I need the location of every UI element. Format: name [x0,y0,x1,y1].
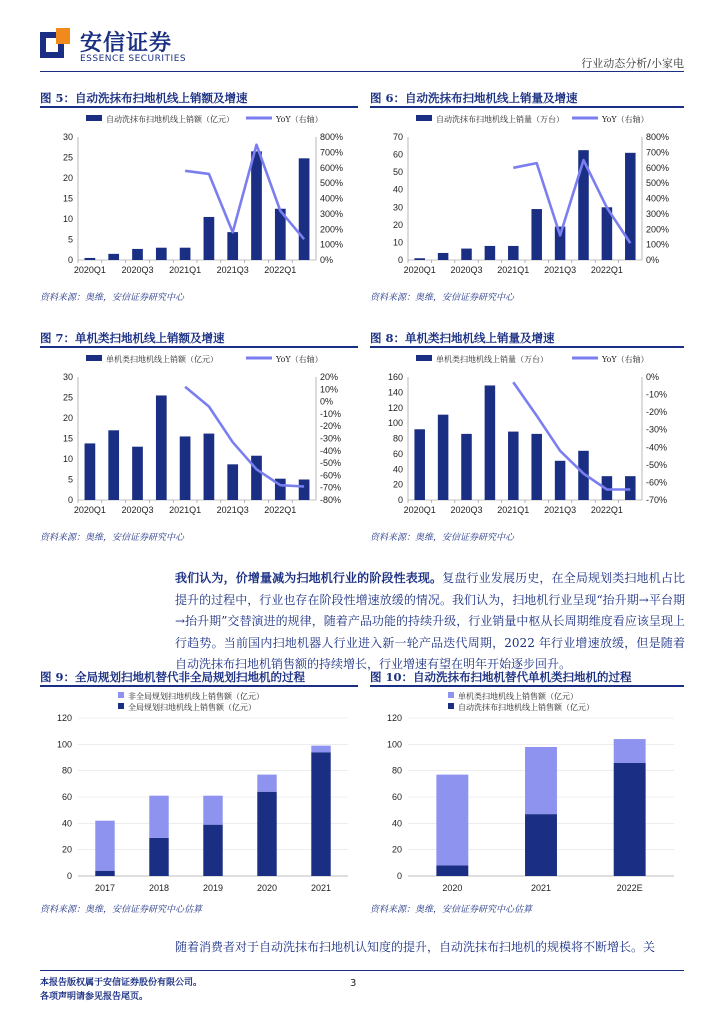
fig8-source: 资料来源：奥维，安信证券研究中心 [370,533,515,543]
y-tick-label: 20 [391,844,402,855]
bar [625,476,636,500]
bar-light [525,747,557,814]
brand-name-cn: 安信证券 [80,31,173,56]
bar-dark [149,838,168,876]
bar [625,153,636,260]
y2-tick-label: -50% [646,459,668,470]
x-tick-label: 2020 [442,883,463,893]
y-tick-label: 40 [61,818,72,829]
bar-light [149,796,168,838]
y2-tick-label: -80% [320,495,342,505]
y2-tick-label: 400% [646,193,670,204]
legend-dark-swatch [448,703,454,709]
legend-dark-label: 自动洗抹布扫地机线上销售额（亿元） [458,703,594,712]
y-tick-label: 30 [392,202,403,213]
y2-tick-label: 0% [320,396,334,407]
x-tick-label: 2020Q1 [403,505,436,515]
bar [180,248,191,260]
y2-tick-label: 0% [320,255,334,265]
bar-dark [203,825,222,876]
bar [485,385,496,500]
fig5-title: 图 5：自动洗抹布扫地机线上销额及增速 [40,91,248,105]
y-tick-label: 10 [392,237,403,248]
y-tick-label: 60 [392,448,403,459]
y2-tick-label: 200% [646,224,670,235]
y2-tick-label: 100% [320,239,344,250]
y-tick-label: 10 [62,454,73,464]
y2-tick-label: -10% [320,408,342,419]
y-tick-label: 80 [391,765,402,776]
y2-tick-label: 400% [320,193,344,204]
legend-light-label: 非全局规划扫地机线上销售额（亿元） [128,692,264,701]
y-tick-label: 140 [387,387,403,398]
y2-tick-label: 0% [646,372,660,382]
x-tick-label: 2021Q1 [169,505,202,515]
y-tick-label: 20 [62,173,73,183]
y-tick-label: 60 [391,792,402,802]
bar-dark [614,763,646,876]
yoy-line [185,145,304,240]
bar [204,217,215,260]
legend-line-label: YoY（右轴） [276,355,323,364]
bar [508,246,519,260]
y2-tick-label: -40% [646,442,668,453]
fig8-title: 图 8：单机类扫地机线上销量及增速 [370,331,555,345]
footer-copyright: 本报告版权属于安信证券股份有限公司。 [40,978,203,988]
y2-tick-label: 20% [320,372,339,382]
fig7-chart [40,350,358,525]
bar-light [436,775,468,866]
x-tick-label: 2021Q1 [169,265,202,275]
x-tick-label: 2017 [94,883,116,893]
x-tick-label: 2021Q3 [544,265,577,275]
y2-tick-label: 500% [646,178,670,189]
x-tick-label: 2021Q1 [497,265,530,275]
paragraph-lead: 我们认为，价增量减为扫地机行业的阶段性表现。 [175,571,443,585]
legend-bar-label: 自动洗抹布扫地机线上销量（万台） [436,115,564,124]
x-tick-label: 2019 [202,883,224,893]
y-tick-label: 60 [61,792,72,802]
x-tick-label: 2020Q1 [73,265,106,275]
bar [461,249,472,260]
x-tick-label: 2021 [310,883,332,893]
y2-tick-label: -20% [320,421,342,432]
x-tick-label: 2021 [530,883,552,893]
x-tick-label: 2020Q1 [73,505,106,515]
bar [85,258,96,260]
fig9-source: 资料来源：奥维，安信证券研究中心估算 [40,905,203,915]
y-tick-label: 15 [62,433,73,444]
y-tick-label: 0 [396,871,402,881]
brand-name-en: ESSENCE SECURITIES [80,54,187,64]
x-tick-label: 2021Q3 [216,505,249,515]
y-tick-label: 25 [62,152,73,163]
fig10-title-rule [370,685,684,687]
bar-light [257,775,276,792]
bar [108,430,119,500]
bar [156,248,167,260]
y2-tick-label: -40% [320,445,342,456]
y2-tick-label: 600% [320,162,344,173]
bar-dark [525,814,557,876]
bar-dark [311,752,330,876]
fig8-title-rule [370,346,684,348]
fig10-source: 资料来源：奥维，安信证券研究中心估算 [370,905,533,915]
bar [251,456,262,500]
bar [227,232,238,260]
bar [132,249,143,260]
bar [251,151,262,260]
y2-tick-label: -20% [646,407,668,418]
yoy-line [185,387,304,487]
legend-light-swatch [118,692,124,698]
bar-dark [257,792,276,876]
x-tick-label: 2020Q3 [121,265,154,275]
bar [204,434,215,500]
y-tick-label: 160 [387,372,403,382]
report-type: 行业动态分析/小家电 [581,57,684,70]
legend-bar-swatch [416,115,432,121]
fig7-title-rule [40,346,358,348]
legend-line-label: YoY（右轴） [602,115,649,124]
y2-tick-label: 800% [320,132,344,142]
bar-light [311,746,330,753]
y-tick-label: 25 [62,392,73,403]
page-number: 3 [350,978,357,989]
y-tick-label: 100 [386,739,402,750]
bar [508,432,519,500]
fig9-title-rule [40,685,358,687]
x-tick-label: 2021Q3 [544,505,577,515]
y2-tick-label: -60% [646,477,668,488]
y-tick-label: 40 [391,818,402,829]
bar [438,253,449,260]
y-tick-label: 10 [62,214,73,224]
y2-tick-label: -50% [320,458,342,469]
legend-bar-label: 自动洗抹布扫地机线上销额（亿元） [106,115,234,124]
y-tick-label: 80 [392,433,403,444]
x-tick-label: 2018 [148,883,170,893]
body-paragraph [175,568,685,676]
y-tick-label: 70 [392,132,403,142]
yoy-line [513,382,630,489]
fig6-chart [370,110,684,285]
y-tick-label: 0 [67,495,73,505]
x-tick-label: 2020Q3 [450,505,483,515]
x-tick-label: 2022Q1 [590,265,623,275]
y2-tick-label: 10% [320,384,339,395]
y2-tick-label: 300% [320,208,344,219]
bar-dark [436,865,468,876]
bar [156,395,167,500]
bar [299,480,310,501]
x-tick-label: 2022Q1 [590,505,623,515]
continuation-text: 随着消费者对于自动洗抹布扫地机认知度的提升，自动洗抹布扫地机的规模将不断增长。关 [175,940,656,954]
bar [227,464,238,500]
y2-tick-label: 100% [646,239,670,250]
bar [180,436,191,500]
y-tick-label: 20 [392,219,403,230]
y-tick-label: 100 [56,739,72,750]
y2-tick-label: 700% [646,147,670,158]
y2-tick-label: 300% [646,208,670,219]
bar [299,158,310,260]
y-tick-label: 20 [62,413,73,423]
y-tick-label: 50 [392,167,403,178]
x-tick-label: 2020Q1 [403,265,436,275]
legend-bar-swatch [86,355,102,361]
fig5-source: 资料来源：奥维，安信证券研究中心 [40,293,185,303]
footer-notice: 各项声明请参见报告尾页。 [40,992,149,1002]
footer-divider [40,970,684,971]
fig8-chart [370,350,684,525]
y2-tick-label: 600% [646,162,670,173]
bar [461,434,472,500]
x-tick-label: 2022Q1 [264,505,297,515]
y-tick-label: 30 [62,372,73,382]
y2-tick-label: -70% [646,495,668,505]
bar-light [95,821,114,871]
y2-tick-label: 800% [646,132,670,142]
y2-tick-label: -60% [320,470,342,481]
bar [108,254,119,260]
fig10-chart [370,688,684,898]
y-tick-label: 15 [62,193,73,204]
fig6-title-rule [370,106,684,108]
y-tick-label: 80 [61,765,72,776]
fig9-title: 图 9：全局规划扫地机替代非全局规划扫地机的过程 [40,670,306,684]
y-tick-label: 5 [67,234,73,245]
paragraph-body: 复盘行业发展历史，在全局规划类扫地机占比提升的过程中，行业也存在阶段性增速放缓的情况。我们认为，扫地机行业呈现“抬升期→平台期→抬升期”交替演进的规律，随着产品功能的持续升级，行业销量中枢从长周期维度看应该呈现上行趋势。当前国内扫地机器人行业进入新一轮产品迭代周期，2022 年行业增速放缓，但是随着自动洗抹布扫地机销售额的持续增长，行业增速有望在明年开始逐步回升。 [175,571,685,671]
y-tick-label: 40 [392,184,403,195]
y-tick-label: 0 [397,255,403,265]
yoy-line [513,160,630,243]
legend-bar-swatch [416,355,432,361]
y-tick-label: 120 [386,713,402,723]
y-tick-label: 0 [397,495,403,505]
legend-bar-label: 单机类扫地机线上销量（万台） [436,355,548,364]
fig7-source: 资料来源：奥维，安信证券研究中心 [40,533,185,543]
header-divider [40,71,684,72]
fig9-chart [40,688,358,898]
bar [414,429,425,500]
y-tick-label: 120 [387,402,403,413]
y2-tick-label: -10% [646,389,668,400]
fig10-title: 图 10：自动洗抹布扫地机替代单机类扫地机的过程 [370,670,632,684]
y2-tick-label: -70% [320,482,342,493]
y-tick-label: 30 [62,132,73,142]
footer-disclaimer [40,976,202,1004]
x-tick-label: 2021Q3 [216,265,249,275]
fig6-source: 资料来源：奥维，安信证券研究中心 [370,293,515,303]
bar-dark [95,871,114,876]
bar [85,443,96,500]
legend-line-label: YoY（右轴） [602,355,649,364]
y-tick-label: 40 [392,464,403,475]
y2-tick-label: 0% [646,255,660,265]
x-tick-label: 2022E [616,883,643,893]
legend-dark-label: 全局规划扫地机线上销售额（亿元） [128,703,256,712]
bar [414,258,425,260]
legend-line-label: YoY（右轴） [276,115,323,124]
y-tick-label: 20 [61,844,72,855]
bar-light [203,796,222,825]
bar-light [614,739,646,763]
fig7-title: 图 7：单机类扫地机线上销额及增速 [40,331,225,345]
fig5-chart [40,110,358,285]
legend-light-label: 单机类扫地机线上销售额（亿元） [458,692,578,701]
x-tick-label: 2021Q1 [497,505,530,515]
x-tick-label: 2022Q1 [264,265,297,275]
legend-bar-label: 单机类扫地机线上销额（亿元） [106,355,218,364]
fig5-title-rule [40,106,358,108]
x-tick-label: 2020Q3 [121,505,154,515]
x-tick-label: 2020 [256,883,278,893]
y-tick-label: 5 [67,474,73,485]
bar [438,415,449,500]
legend-light-swatch [448,692,454,698]
bar [531,434,542,500]
bar [485,246,496,260]
legend-dark-swatch [118,703,124,709]
bar [132,447,143,500]
bar [555,461,566,500]
y-tick-label: 120 [56,713,72,723]
page-header [0,0,724,78]
y2-tick-label: 500% [320,178,344,189]
x-tick-label: 2020Q3 [450,265,483,275]
y2-tick-label: -30% [646,424,668,435]
y-tick-label: 20 [392,479,403,490]
y-tick-label: 0 [66,871,72,881]
fig6-title: 图 6：自动洗抹布扫地机线上销量及增速 [370,91,578,105]
y2-tick-label: 700% [320,147,344,158]
essence-logo-icon [40,28,72,60]
y-tick-label: 0 [67,255,73,265]
legend-bar-swatch [86,115,102,121]
y2-tick-label: 200% [320,224,344,235]
y2-tick-label: -30% [320,433,342,444]
y-tick-label: 60 [392,149,403,160]
y-tick-label: 100 [387,418,403,429]
bar [531,209,542,260]
